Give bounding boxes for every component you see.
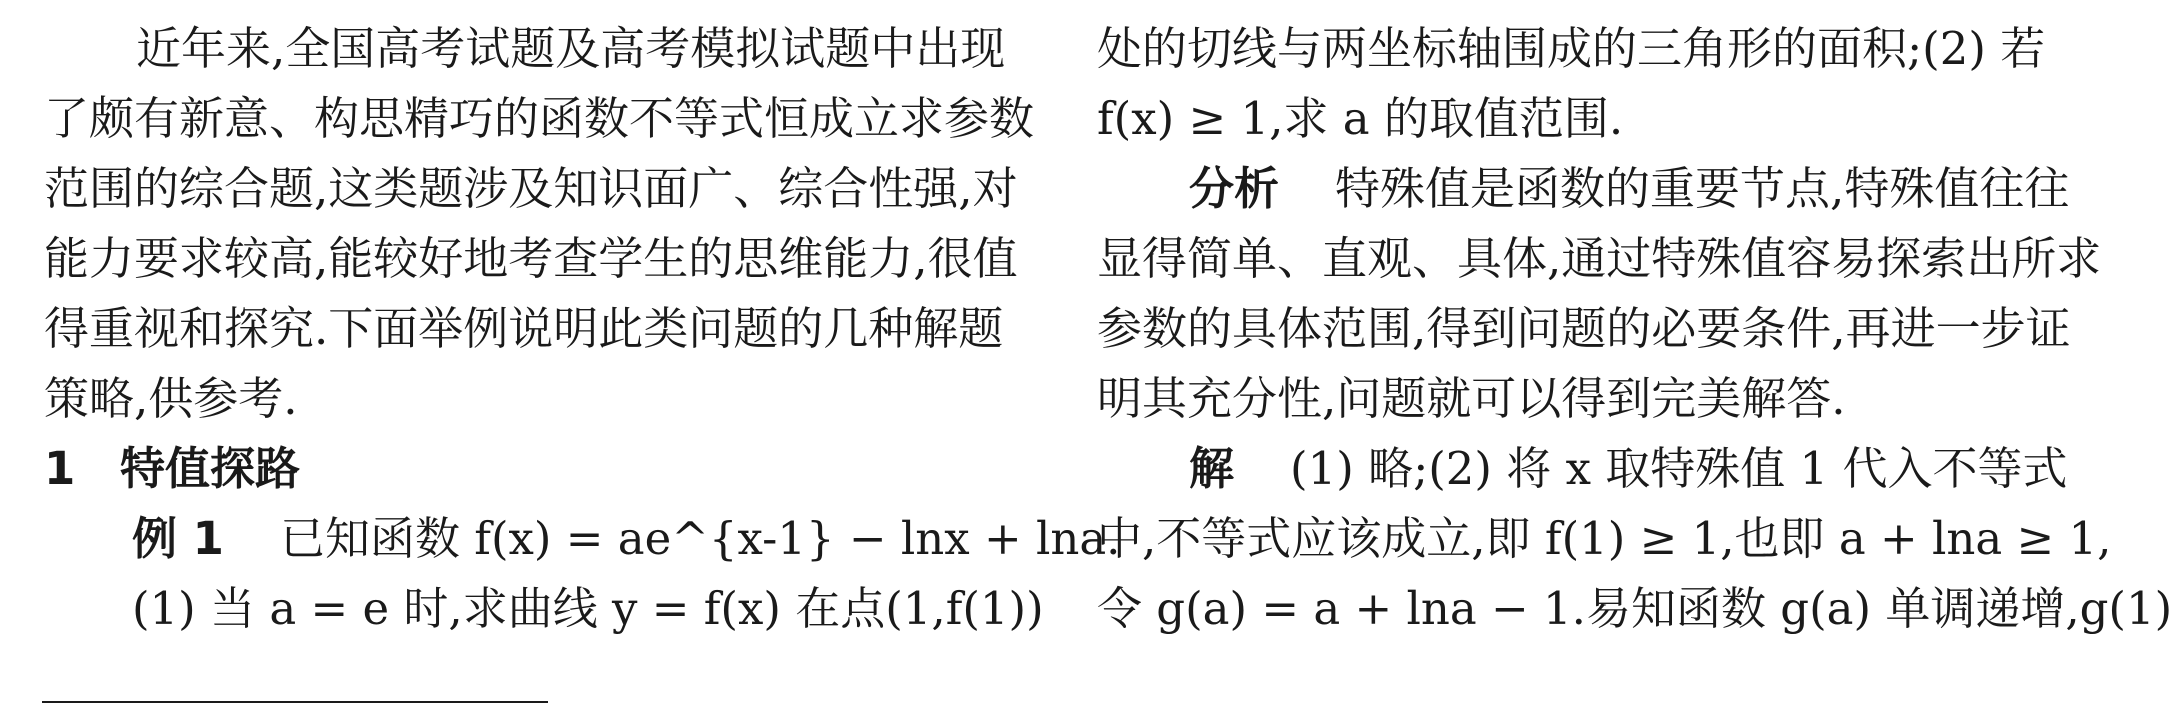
left-column xyxy=(44,14,1121,644)
analysis-line-3: 参数的具体范围,得到问题的必要条件,再进一步证 xyxy=(1097,302,2071,355)
example-line-1 xyxy=(44,504,1121,574)
solution-line-1 xyxy=(1097,434,2067,504)
section-number: 1 xyxy=(44,442,76,495)
example-label: 例 1 xyxy=(132,512,224,565)
section-title: 特值探路 xyxy=(120,442,301,495)
right-line-1: 处的切线与两坐标轴围成的三角形的面积;(2) 若 xyxy=(1097,22,2046,75)
footnote-divider xyxy=(42,701,548,703)
right-line-2: f(x) ≥ 1,求 a 的取值范围. xyxy=(1097,92,1624,145)
example-text: 已知函数 f(x) = ae^{x-1} − lnx + lna. xyxy=(279,512,1121,565)
solution-line-2: 中,不等式应该成立,即 f(1) ≥ 1,也即 a + lna ≥ 1, xyxy=(1097,512,2112,565)
intro-line-5: 得重视和探究.下面举例说明此类问题的几种解题 xyxy=(44,302,1004,355)
intro-line-4: 能力要求较高,能较好地考查学生的思维能力,很值 xyxy=(44,232,1018,285)
solution-label: 解 xyxy=(1189,442,1235,495)
intro-line-2: 了颇有新意、构思精巧的函数不等式恒成立求参数 xyxy=(44,92,1035,145)
right-column xyxy=(1097,14,2172,644)
solution-text: (1) 略;(2) 将 x 取特殊值 1 代入不等式 xyxy=(1290,442,2068,495)
analysis-line-2: 显得简单、直观、具体,通过特殊值容易探索出所求 xyxy=(1097,232,2102,285)
example-line-2: (1) 当 a = e 时,求曲线 y = f(x) 在点(1,f(1)) xyxy=(132,582,1044,635)
section-heading xyxy=(44,434,1014,504)
analysis-line-4: 明其充分性,问题就可以得到完美解答. xyxy=(1097,372,1846,425)
solution-line-3: 令 g(a) = a + lna − 1.易知函数 g(a) 单调递增,g(1) xyxy=(1097,582,2172,635)
analysis-line-1 xyxy=(1097,154,2070,224)
intro-line-3: 范围的综合题,这类题涉及知识面广、综合性强,对 xyxy=(44,162,1018,215)
intro-line-6: 策略,供参考. xyxy=(44,372,298,425)
analysis-text: 特殊值是函数的重要节点,特殊值往往 xyxy=(1335,162,2070,215)
analysis-label: 分析 xyxy=(1189,162,1280,215)
intro-line-1: 近年来,全国高考试题及高考模拟试题中出现 xyxy=(136,22,1006,75)
